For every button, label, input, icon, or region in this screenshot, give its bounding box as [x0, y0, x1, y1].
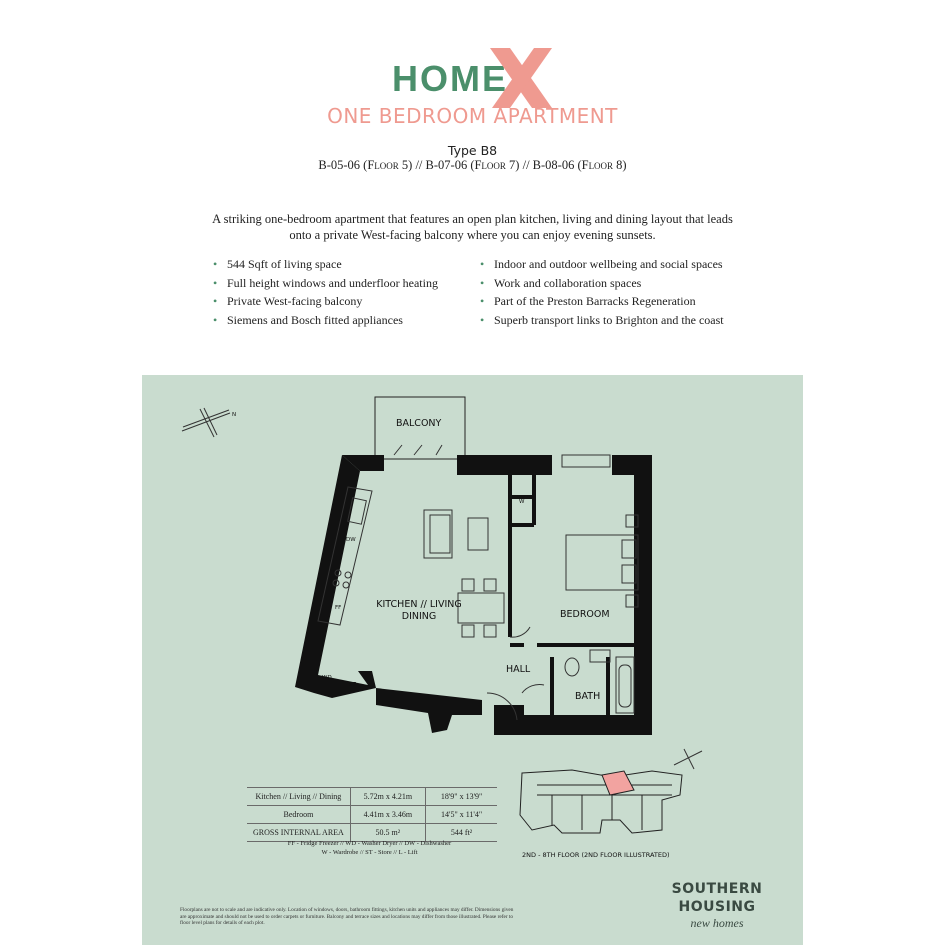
fixture-w: W	[519, 499, 525, 505]
apartment-type: Type B8	[447, 143, 498, 158]
feature-item: • Work and collaboration spaces	[480, 274, 724, 293]
abbreviation-key-line2: W - Wardrobe // ST - Store // L - Lift	[321, 849, 418, 856]
feature-item: • Private West-facing balcony	[213, 292, 438, 311]
floorplan-panel	[142, 375, 803, 945]
logo-x-mark	[488, 46, 554, 110]
table-cell: 5.72m x 4.21m	[350, 788, 425, 806]
room-label-bath: BATH	[575, 691, 601, 702]
feature-item: • 544 Sqft of living space	[213, 255, 438, 274]
table-row	[247, 788, 497, 806]
homex-logo	[0, 22, 945, 99]
table-cell: 544 ft²	[425, 824, 497, 842]
floorplan-drawing	[142, 375, 803, 945]
room-label-kitchen	[364, 599, 474, 623]
brand-line3: new homes	[690, 916, 744, 930]
unit-numbers: B-05-06 (Floor 5) // B-07-06 (Floor 7) // B-08-06 (Floor 8)	[318, 158, 627, 172]
dimensions-table	[247, 787, 497, 842]
room-label-kitchen-line1: KITCHEN // LIVING	[376, 599, 462, 610]
table-cell: 14'5" x 11'4"	[425, 806, 497, 824]
fixture-dw: DW	[346, 537, 356, 543]
table-cell: GROSS INTERNAL AREA	[247, 824, 350, 842]
feature-item: • Part of the Preston Barracks Regeneration	[480, 292, 724, 311]
brand-line2: HOUSING	[678, 899, 756, 915]
room-label-kitchen-line2: DINING	[401, 611, 437, 622]
room-label-bedroom: BEDROOM	[560, 609, 610, 620]
keyplan-compass-icon	[674, 749, 702, 769]
features-right	[480, 255, 724, 329]
fixture-st: ST	[349, 682, 356, 688]
table-cell: Kitchen // Living // Dining	[247, 788, 350, 806]
compass-letter: N	[232, 412, 237, 418]
brand-line1: SOUTHERN	[671, 881, 763, 897]
features-left	[213, 255, 438, 329]
feature-item: • Siemens and Bosch fitted appliances	[213, 311, 438, 330]
floor-caption: 2ND - 8TH FLOOR (2ND FLOOR ILLUSTRATED)	[522, 851, 670, 859]
table-cell: 4.41m x 3.46m	[350, 806, 425, 824]
room-label-balcony: BALCONY	[396, 418, 442, 429]
intro-paragraph: A striking one-bedroom apartment that features an open plan kitchen, living and dining layout that leads onto a private West-facing balcony where you can enjoy evening sunsets.	[212, 212, 733, 242]
page-title: ONE BEDROOM APARTMENT	[327, 104, 618, 128]
room-label-hall: HALL	[506, 664, 531, 675]
table-row	[247, 824, 497, 842]
fixture-ff: FF	[335, 605, 342, 611]
key-plan	[520, 770, 682, 833]
fixture-wd: WD	[322, 675, 332, 681]
table-cell: Bedroom	[247, 806, 350, 824]
table-cell: 18'9" x 13'9"	[425, 788, 497, 806]
disclaimer-text: Floorplans are not to scale and are indicative only. Location of windows, doors, bathroom fittings, kitchen units and appliances may differ. Dimensions given are approximate and should not be used to order carpets or furniture. Balcony and terrace sizes and locations may differ from those illustrated. Please refer to floor level plans for details of each plot.	[180, 907, 514, 927]
table-cell: 50.5 m²	[350, 824, 425, 842]
logo-text: HOME	[392, 58, 508, 99]
feature-item: • Full height windows and underfloor heating	[213, 274, 438, 293]
southern-housing-logo	[662, 880, 772, 931]
feature-item: • Indoor and outdoor wellbeing and social spaces	[480, 255, 724, 274]
table-row	[247, 806, 497, 824]
feature-item: • Superb transport links to Brighton and the coast	[480, 311, 724, 330]
abbreviation-key-line1: FF - Fridge Freezer // WD - Washer Dryer // DW - Dishwasher	[287, 840, 452, 847]
compass-icon	[182, 408, 230, 437]
